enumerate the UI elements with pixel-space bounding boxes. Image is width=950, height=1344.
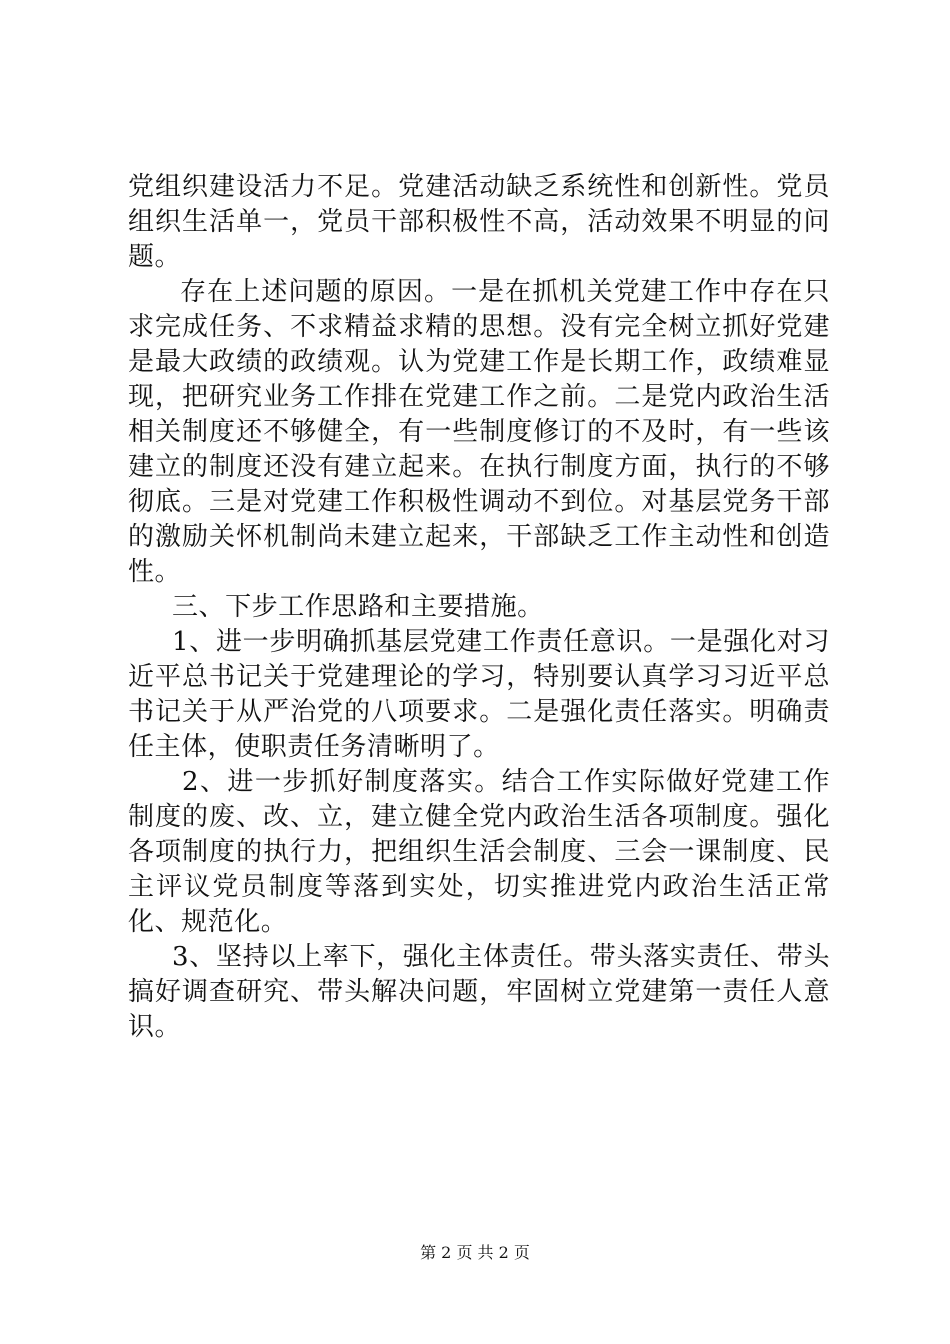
paragraph-causes: 存在上述问题的原因。一是在抓机关党建工作中存在只求完成任务、不求精益求精的思想。没有完全树立抓好党建是最大政绩的政绩观。认为党建工作是长期工作，政绩难显现，把研究业务工作排在党建工作之前。二是党内政治生活相关制度还不够健全，有一些制度修订的不及时，有一些该建立的制度还没有建立起来。在执行制度方面，执行的不够彻底。三是对党建工作积极性调动不到位。对基层党务干部的激励关怀机制尚未建立起来，干部缺乏工作主动性和创造性。 [128,277,830,587]
section-heading-next-steps: 三、下步工作思路和主要措施。 [172,592,544,622]
paragraph-continuation: 党组织建设活力不足。党建活动缺乏系统性和创新性。党员组织生活单一，党员干部积极性不高，活动效果不明显的问题。 [128,172,830,272]
paragraph-measure-2: 2、进一步抓好制度落实。结合工作实际做好党建工作制度的废、改、立，建立健全党内政治生活各项制度。强化各项制度的执行力，把组织生活会制度、三会一课制度、民主评议党员制度等落到实处，切实推进党内政治生活正常化、规范化。 [128,767,830,937]
paragraph-measure-1: 1、进一步明确抓基层党建工作责任意识。一是强化对习近平总书记关于党建理论的学习，特别要认真学习习近平总书记关于从严治党的八项要求。二是强化责任落实。明确责任主体，使职责任务清晰明了。 [128,627,830,762]
page-number: 第 2 页 共 2 页 [420,1243,530,1262]
document-body [128,170,830,1045]
paragraph-measure-3: 3、坚持以上率下，强化主体责任。带头落实责任、带头搞好调查研究、带头解决问题，牢固树立党建第一责任人意识。 [128,942,830,1042]
page-footer [0,1243,950,1263]
